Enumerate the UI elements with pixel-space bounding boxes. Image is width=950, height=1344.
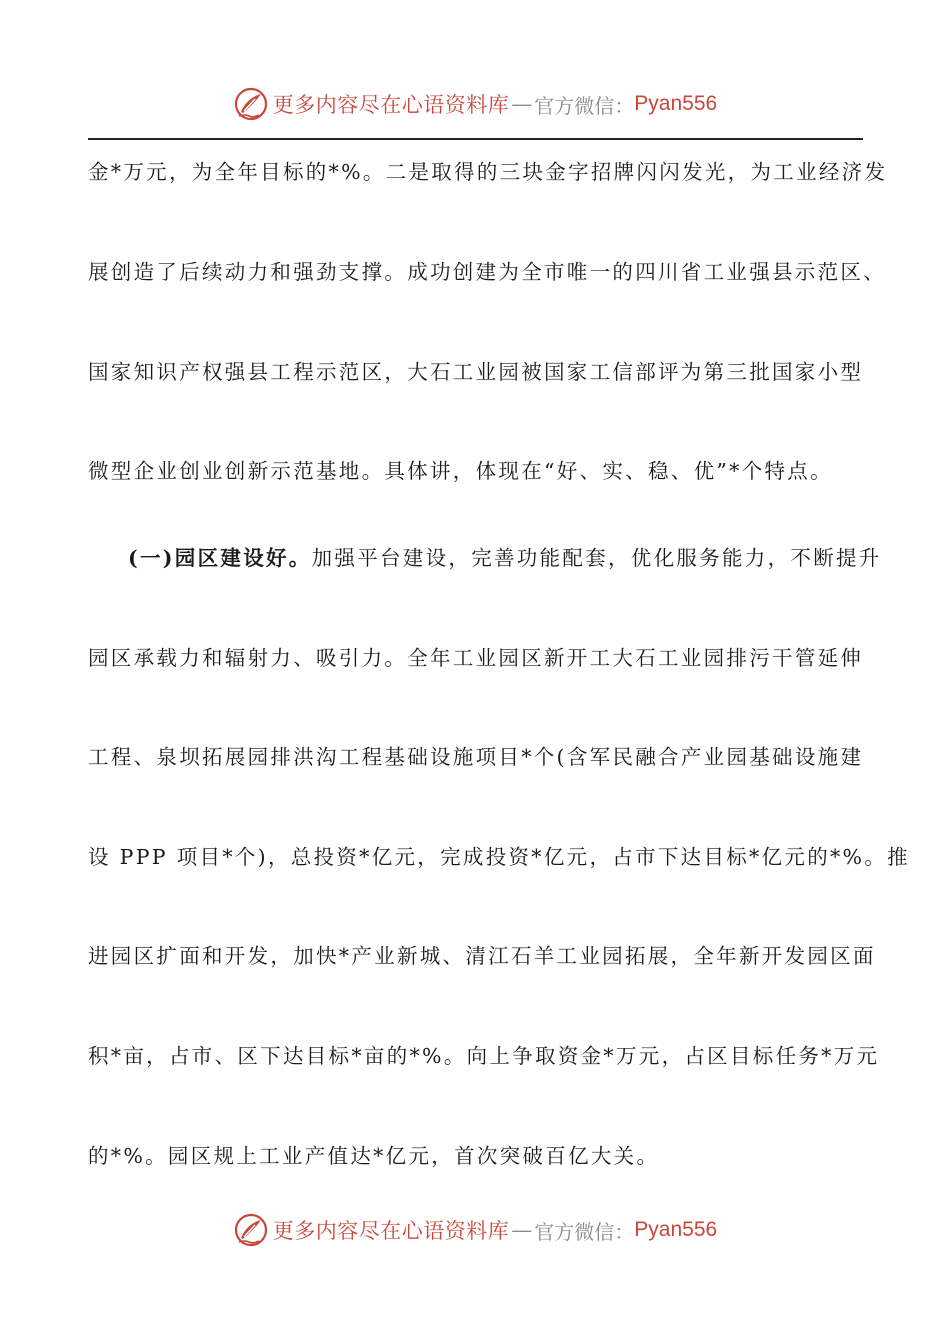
section-first-text: 加强平台建设，完善功能配套，优化服务能力，不断提升 [311, 546, 882, 570]
text-line: 工程、泉坝拓展园排洪沟工程基础设施项目*个(含军民融合产业园基础设施建 [88, 745, 864, 769]
header-banner [0, 84, 950, 124]
wechat-label: 官方微信： [534, 1219, 635, 1244]
section-first-line [128, 543, 918, 573]
pen-logo-icon [233, 86, 269, 122]
footer-banner [0, 1210, 950, 1250]
text-line: 展创造了后续动力和强劲支撑。成功创建为全市唯一的四川省工业强县示范区、 [88, 260, 886, 284]
text-line: 金*万元，为全年目标的*%。二是取得的三块金字招牌闪闪发光，为工业经济发 [88, 160, 888, 184]
text-line: 的*%。园区规上工业产值达*亿元，首次突破百亿大关。 [88, 1144, 660, 1168]
wechat-id: Pyan556 [634, 92, 718, 115]
wechat-id: Pyan556 [634, 1218, 718, 1241]
banner-dash: — [511, 92, 533, 116]
text-line: 园区承载力和辐射力、吸引力。全年工业园区新开工大石工业园排污干管延伸 [88, 646, 864, 670]
wechat-label: 官方微信： [534, 93, 635, 118]
text-line: 国家知识产权强县工程示范区，大石工业园被国家工信部评为第三批国家小型 [88, 360, 864, 384]
text-line: 微型企业创业创新示范基地。具体讲，体现在“好、实、稳、优”*个特点。 [88, 459, 833, 483]
library-name: 更多内容尽在心语资料库 [272, 1219, 510, 1243]
banner-dash: — [511, 1218, 533, 1242]
pen-logo-icon [233, 1212, 269, 1248]
text-line: 进园区扩面和开发，加快*产业新城、清江石羊工业园拓展，全年新开发园区面 [88, 944, 876, 968]
library-name: 更多内容尽在心语资料库 [272, 93, 510, 117]
text-line: 设 PPP 项目*个)，总投资*亿元，完成投资*亿元，占市下达目标*亿元的*%。推 [88, 845, 910, 869]
text-line: 积*亩，占市、区下达目标*亩的*%。向上争取资金*万元，占区目标任务*万元 [88, 1044, 880, 1068]
header-rule [88, 138, 863, 140]
section-heading: (一)园区建设好。 [128, 546, 312, 570]
